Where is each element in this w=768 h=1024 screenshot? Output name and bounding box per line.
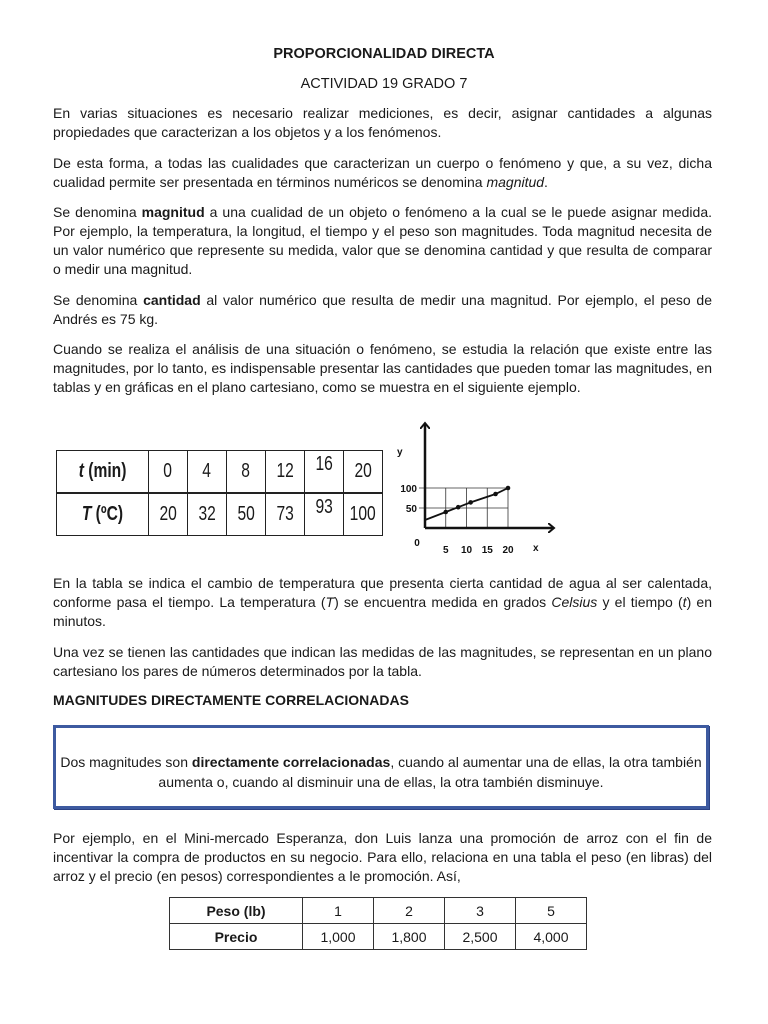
text: al valor numérico que resulta de medir una magnitud. Por ejemplo, el peso de Andrés es 75 kg.: [53, 292, 712, 327]
cell-value: 50: [237, 503, 255, 525]
text: y el tiempo (: [597, 594, 683, 610]
x-axis-label: x: [533, 543, 539, 554]
row-label-price: Precio: [170, 924, 303, 950]
paragraph-cartesian: Una vez se tienen las cantidades que indican las medidas de las magnitudes, se representan en un plano cartesiano los pares de números determinados por la tabla.: [53, 644, 712, 679]
table-cell: [305, 451, 344, 494]
data-point: [468, 500, 473, 505]
table-cell: 1,000: [303, 924, 374, 950]
paragraph-cantidad-def: [53, 291, 712, 329]
table-cell: [305, 493, 344, 536]
table-cell: [344, 493, 383, 536]
row-label-weight: Peso (lb): [170, 898, 303, 924]
table-cell: 4,000: [516, 924, 587, 950]
text: a una cualidad de un objeto o fenómeno a la cual se le puede asignar medida. Por ejemplo, la temperatura, la longitud, el tiempo y el peso son magnitudes. Toda magnitud necesita de un valor numérico que represente su medida, valor que se denomina cantidad y que resulta de comparar o medir una magnitud.: [53, 204, 712, 277]
cell-value: 12: [276, 460, 294, 482]
series: [425, 486, 510, 520]
cell-value: 0: [163, 460, 173, 482]
var-t: t: [682, 594, 687, 610]
unit-min: (min): [83, 460, 127, 482]
definition-callout: [53, 725, 709, 809]
y-tick-label: 50: [405, 504, 417, 515]
cell-value: 20: [354, 460, 372, 482]
paragraph-table-explanation: [53, 574, 712, 631]
cell-value: 93: [315, 496, 333, 518]
table-cell: 1,800: [374, 924, 445, 950]
text: De esta forma, a todas las cualidades que caracterizan un cuerpo o fenómeno y que, a su vez, dicha cualidad permite ser presentada en términos numéricos se denomina: [53, 155, 712, 190]
table-cell: 5: [516, 898, 587, 924]
table-cell: 2,500: [445, 924, 516, 950]
bold-cantidad: cantidad: [143, 292, 201, 308]
table-cell: [188, 451, 227, 494]
table-cell: [266, 451, 305, 494]
paragraph-analysis: Cuando se realiza el análisis de una situación o fenómeno, se estudia la relación que existe entre las magnitudes, por lo tanto, es indispensable presentar las cantidades que pueden tomar las magnitudes, en tablas y en gráficas en el plano cartesiano, como se muestra en el siguiente ejemplo.: [53, 341, 712, 395]
bold-term: directamente correlacionadas: [191, 754, 391, 770]
emphasis-celsius: Celsius: [551, 594, 598, 610]
y-axis-label: y: [397, 447, 403, 458]
table-row-time: [57, 451, 383, 494]
y-tick-label: 100: [400, 484, 417, 495]
bold-magnitud: magnitud: [141, 204, 205, 220]
cell-value: 16: [315, 453, 333, 475]
temperature-table: [56, 450, 383, 536]
data-point: [506, 486, 511, 491]
table-cell: 3: [445, 898, 516, 924]
text: Se denomina: [53, 292, 144, 308]
table-row-price: [170, 924, 587, 950]
document-title: PROPORCIONALIDAD DIRECTA: [273, 46, 495, 62]
cell-value: 20: [159, 503, 177, 525]
unit-celsius: (ºC): [91, 503, 124, 525]
cell-value: 8: [241, 460, 251, 482]
x-tick-label: 20: [502, 545, 514, 556]
section-heading: MAGNITUDES DIRECTAMENTE CORRELACIONADAS: [53, 692, 409, 708]
paragraph-magnitud-def2: [53, 203, 712, 279]
data-point: [443, 510, 448, 515]
temperature-graph: [385, 418, 560, 558]
callout-text: [56, 752, 706, 792]
price-table: [169, 897, 587, 950]
text: ) se encuentra medida en grados: [334, 594, 552, 610]
text: , cuando al aumentar una de ellas, la otra también aumenta o, cuando al disminuir una de ellas, la otra también disminuye.: [158, 754, 702, 790]
x-tick-label: 5: [442, 545, 449, 556]
table-row-weight: [170, 898, 587, 924]
var-t: t: [78, 460, 84, 482]
paragraph-intro: En varias situaciones es necesario realizar mediciones, es decir, asignar cantidades a algunas propiedades que caracterizan a los objetos y a los fenómenos.: [53, 105, 712, 140]
var-T: T: [81, 503, 92, 525]
x-tick-label: 15: [481, 545, 493, 556]
table-cell: [266, 493, 305, 536]
cell-value: 100: [349, 503, 377, 525]
row-label-temperature: [57, 493, 149, 536]
var-T: T: [325, 594, 335, 610]
data-point: [493, 492, 498, 497]
table-cell: [344, 451, 383, 494]
table-cell: 2: [374, 898, 445, 924]
text: .: [544, 174, 548, 190]
row-label-time: [57, 451, 149, 494]
table-cell: [188, 493, 227, 536]
cell-value: 4: [202, 460, 212, 482]
document-subtitle: ACTIVIDAD 19 GRADO 7: [300, 76, 468, 92]
table-cell: [149, 451, 188, 494]
text: Se denomina: [53, 204, 142, 220]
text: ) en minutos.: [53, 594, 713, 629]
paragraph-magnitud-def1: [53, 154, 712, 192]
x-tick-label: 10: [460, 545, 473, 556]
emphasis-magnitud: magnitud: [486, 174, 545, 190]
cell-value: 73: [276, 503, 294, 525]
table-cell: [149, 493, 188, 536]
x-tick-label: 0: [414, 538, 420, 549]
cell-value: 32: [198, 503, 216, 525]
table-cell: [227, 493, 266, 536]
text: Dos magnitudes son: [60, 754, 192, 770]
paragraph-example: Por ejemplo, en el Mini-mercado Esperanza, don Luis lanza una promoción de arroz con el fin de incentivar la compra de productos en su negocio. Para ello, relaciona en una tabla el peso (en libras) del arroz y el precio (en pesos) correspondientes a le promoción. Así,: [53, 830, 712, 884]
table-cell: [227, 451, 266, 494]
table-row-temperature: [57, 493, 383, 536]
data-point: [456, 505, 461, 510]
table-cell: 1: [303, 898, 374, 924]
text: En la tabla se indica el cambio de temperatura que presenta cierta cantidad de agua al ser calentada, conforme pasa el tiempo. La temperatura (: [53, 575, 712, 610]
